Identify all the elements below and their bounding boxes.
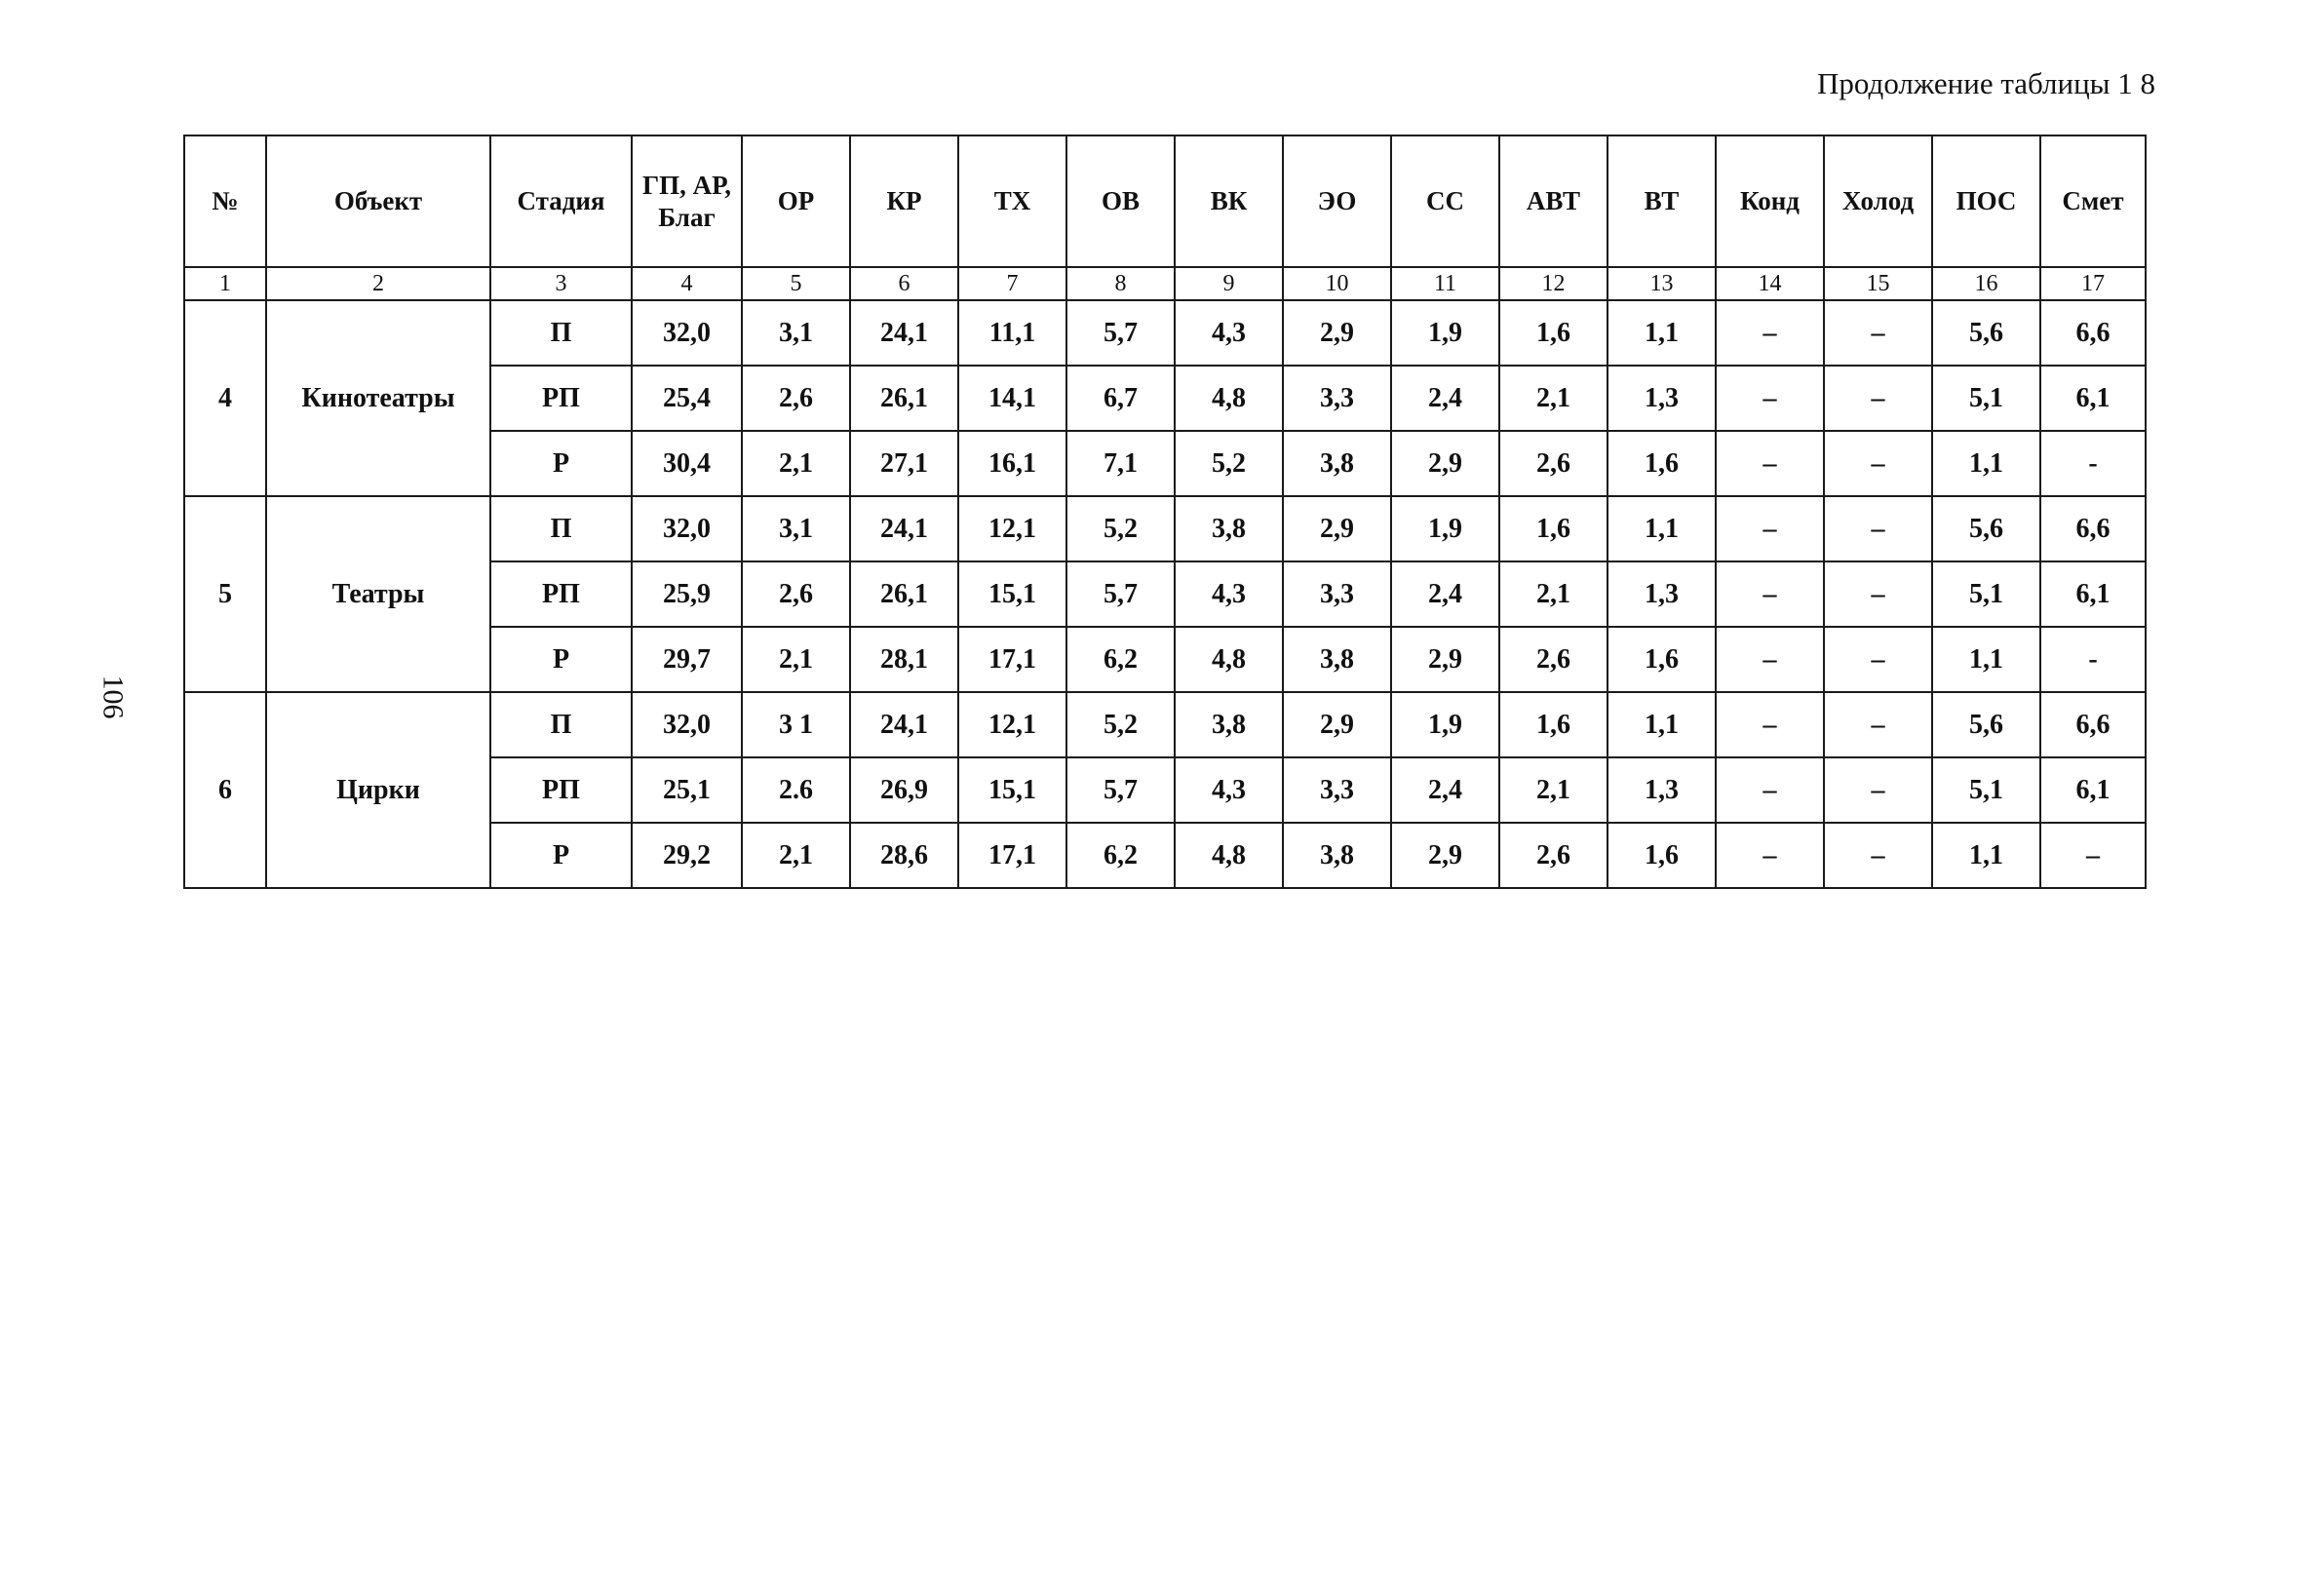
value-cell: 5,2 [1066, 692, 1175, 757]
value-cell: 1,6 [1499, 300, 1607, 366]
value-cell: 28,6 [850, 823, 958, 888]
value-cell: 24,1 [850, 692, 958, 757]
value-cell: 29,2 [632, 823, 742, 888]
value-cell: – [1824, 431, 1932, 496]
header-cell: КР [850, 135, 958, 267]
value-cell: 5,1 [1932, 561, 2040, 627]
value-cell: – [1824, 366, 1932, 431]
stage-cell: Р [490, 431, 632, 496]
value-cell: 24,1 [850, 496, 958, 561]
value-cell: 15,1 [958, 561, 1066, 627]
table-row [184, 496, 2146, 561]
value-cell: 2,1 [742, 431, 850, 496]
value-cell: 3,1 [742, 496, 850, 561]
value-cell: 26,1 [850, 561, 958, 627]
value-cell: 2,1 [1499, 757, 1607, 823]
value-cell: 5,1 [1932, 757, 2040, 823]
value-cell: 2,6 [742, 366, 850, 431]
value-cell: 5,7 [1066, 300, 1175, 366]
stage-cell: Р [490, 823, 632, 888]
table-caption: Продолжение таблицы 1 8 [1817, 66, 2155, 100]
header-cell: Стадия [490, 135, 632, 267]
value-cell: 5,1 [1932, 366, 2040, 431]
value-cell: 3,1 [742, 300, 850, 366]
value-cell: 1,1 [1607, 692, 1716, 757]
value-cell: 1,9 [1391, 496, 1499, 561]
value-cell: 6,2 [1066, 627, 1175, 692]
value-cell: 1,6 [1499, 692, 1607, 757]
stage-cell: Р [490, 627, 632, 692]
header-row [184, 135, 2146, 267]
stage-cell: РП [490, 366, 632, 431]
value-cell: 1,1 [1932, 823, 2040, 888]
value-cell: 1,1 [1607, 300, 1716, 366]
column-number: 16 [1932, 267, 2040, 300]
value-cell: 5,7 [1066, 757, 1175, 823]
page-number: 106 [97, 675, 130, 719]
header-cell: СС [1391, 135, 1499, 267]
value-cell: 6,7 [1066, 366, 1175, 431]
value-cell: 5,6 [1932, 692, 2040, 757]
value-cell: 2,1 [1499, 366, 1607, 431]
value-cell: 1,6 [1607, 431, 1716, 496]
value-cell: 12,1 [958, 496, 1066, 561]
value-cell: 3,8 [1283, 627, 1391, 692]
value-cell: 3 1 [742, 692, 850, 757]
header-cell: ВТ [1607, 135, 1716, 267]
value-cell: 25,9 [632, 561, 742, 627]
data-table [183, 135, 2147, 889]
value-cell: - [2040, 431, 2146, 496]
value-cell: – [1824, 823, 1932, 888]
value-cell: 4,3 [1175, 757, 1283, 823]
stage-cell: П [490, 300, 632, 366]
value-cell: 3,8 [1175, 496, 1283, 561]
value-cell: – [1824, 300, 1932, 366]
value-cell: 30,4 [632, 431, 742, 496]
value-cell: – [2040, 823, 2146, 888]
column-number: 9 [1175, 267, 1283, 300]
column-number: 1 [184, 267, 266, 300]
value-cell: 2,1 [1499, 561, 1607, 627]
column-number: 2 [266, 267, 490, 300]
value-cell: 6,6 [2040, 300, 2146, 366]
value-cell: 5,6 [1932, 496, 2040, 561]
value-cell: 26,9 [850, 757, 958, 823]
value-cell: 1,3 [1607, 366, 1716, 431]
value-cell: 2,4 [1391, 757, 1499, 823]
header-cell: АВТ [1499, 135, 1607, 267]
value-cell: – [1824, 757, 1932, 823]
value-cell: 2,9 [1283, 300, 1391, 366]
table-body [184, 300, 2146, 888]
header-cell: Смет [2040, 135, 2146, 267]
value-cell: - [2040, 627, 2146, 692]
value-cell: 25,1 [632, 757, 742, 823]
value-cell: 2,9 [1391, 431, 1499, 496]
column-number: 11 [1391, 267, 1499, 300]
value-cell: – [1824, 561, 1932, 627]
value-cell: 1,3 [1607, 757, 1716, 823]
value-cell: 2,4 [1391, 561, 1499, 627]
column-number: 10 [1283, 267, 1391, 300]
value-cell: 1,9 [1391, 692, 1499, 757]
value-cell: – [1716, 496, 1824, 561]
value-cell: 4,8 [1175, 823, 1283, 888]
value-cell: 4,8 [1175, 366, 1283, 431]
value-cell: 7,1 [1066, 431, 1175, 496]
value-cell: 26,1 [850, 366, 958, 431]
value-cell: – [1716, 627, 1824, 692]
object-number: 6 [184, 692, 266, 888]
value-cell: 4,3 [1175, 300, 1283, 366]
column-number: 7 [958, 267, 1066, 300]
column-number: 13 [1607, 267, 1716, 300]
column-number: 3 [490, 267, 632, 300]
value-cell: 5,2 [1175, 431, 1283, 496]
value-cell: 2,9 [1283, 496, 1391, 561]
value-cell: 17,1 [958, 627, 1066, 692]
value-cell: – [1824, 496, 1932, 561]
value-cell: 2,6 [1499, 431, 1607, 496]
value-cell: 3,8 [1283, 823, 1391, 888]
value-cell: 2.6 [742, 757, 850, 823]
value-cell: – [1716, 366, 1824, 431]
value-cell: – [1824, 627, 1932, 692]
value-cell: 1,6 [1607, 823, 1716, 888]
value-cell: 15,1 [958, 757, 1066, 823]
header-cell: ПОС [1932, 135, 2040, 267]
column-number-row [184, 267, 2146, 300]
header-cell: Холод [1824, 135, 1932, 267]
value-cell: 1,3 [1607, 561, 1716, 627]
value-cell: 1,1 [1932, 627, 2040, 692]
stage-cell: РП [490, 757, 632, 823]
value-cell: – [1824, 692, 1932, 757]
value-cell: 6,2 [1066, 823, 1175, 888]
value-cell: 2,4 [1391, 366, 1499, 431]
value-cell: 32,0 [632, 300, 742, 366]
value-cell: 5,2 [1066, 496, 1175, 561]
object-name: Цирки [266, 692, 490, 888]
value-cell: 2,6 [1499, 823, 1607, 888]
value-cell: 1,9 [1391, 300, 1499, 366]
object-number: 5 [184, 496, 266, 692]
value-cell: 6,1 [2040, 366, 2146, 431]
value-cell: 28,1 [850, 627, 958, 692]
value-cell: 2,6 [1499, 627, 1607, 692]
value-cell: 29,7 [632, 627, 742, 692]
value-cell: 24,1 [850, 300, 958, 366]
value-cell: 3,8 [1283, 431, 1391, 496]
value-cell: – [1716, 561, 1824, 627]
column-number: 17 [2040, 267, 2146, 300]
value-cell: 3,3 [1283, 366, 1391, 431]
value-cell: 5,6 [1932, 300, 2040, 366]
column-number: 15 [1824, 267, 1932, 300]
value-cell: 17,1 [958, 823, 1066, 888]
value-cell: 14,1 [958, 366, 1066, 431]
value-cell: – [1716, 757, 1824, 823]
value-cell: 2,1 [742, 823, 850, 888]
column-number: 12 [1499, 267, 1607, 300]
value-cell: 4,8 [1175, 627, 1283, 692]
stage-cell: РП [490, 561, 632, 627]
value-cell: 2,6 [742, 561, 850, 627]
object-number: 4 [184, 300, 266, 496]
value-cell: 12,1 [958, 692, 1066, 757]
stage-cell: П [490, 496, 632, 561]
value-cell: 11,1 [958, 300, 1066, 366]
header-cell: ОР [742, 135, 850, 267]
value-cell: – [1716, 823, 1824, 888]
value-cell: 2,9 [1391, 627, 1499, 692]
header-cell: ГП, АР, Благ [632, 135, 742, 267]
column-number: 5 [742, 267, 850, 300]
object-name: Кинотеатры [266, 300, 490, 496]
header-cell: ВК [1175, 135, 1283, 267]
value-cell: – [1716, 431, 1824, 496]
header-cell: ОВ [1066, 135, 1175, 267]
header-cell: Объект [266, 135, 490, 267]
value-cell: 3,8 [1175, 692, 1283, 757]
value-cell: 5,7 [1066, 561, 1175, 627]
value-cell: 16,1 [958, 431, 1066, 496]
value-cell: – [1716, 300, 1824, 366]
column-number: 4 [632, 267, 742, 300]
value-cell: 4,3 [1175, 561, 1283, 627]
value-cell: 6,1 [2040, 561, 2146, 627]
value-cell: 1,1 [1932, 431, 2040, 496]
value-cell: 32,0 [632, 496, 742, 561]
value-cell: 25,4 [632, 366, 742, 431]
value-cell: 6,1 [2040, 757, 2146, 823]
stage-cell: П [490, 692, 632, 757]
value-cell: 1,6 [1499, 496, 1607, 561]
header-cell: № [184, 135, 266, 267]
table-row [184, 300, 2146, 366]
header-cell: ТХ [958, 135, 1066, 267]
column-number: 14 [1716, 267, 1824, 300]
value-cell: 2,9 [1391, 823, 1499, 888]
value-cell: 2,9 [1283, 692, 1391, 757]
column-number: 6 [850, 267, 958, 300]
value-cell: 3,3 [1283, 757, 1391, 823]
table-row [184, 692, 2146, 757]
value-cell: 6,6 [2040, 692, 2146, 757]
value-cell: 1,1 [1607, 496, 1716, 561]
value-cell: 3,3 [1283, 561, 1391, 627]
value-cell: 32,0 [632, 692, 742, 757]
object-name: Театры [266, 496, 490, 692]
header-cell: Конд [1716, 135, 1824, 267]
value-cell: – [1716, 692, 1824, 757]
value-cell: 27,1 [850, 431, 958, 496]
value-cell: 1,6 [1607, 627, 1716, 692]
column-number: 8 [1066, 267, 1175, 300]
header-cell: ЭО [1283, 135, 1391, 267]
value-cell: 2,1 [742, 627, 850, 692]
value-cell: 6,6 [2040, 496, 2146, 561]
